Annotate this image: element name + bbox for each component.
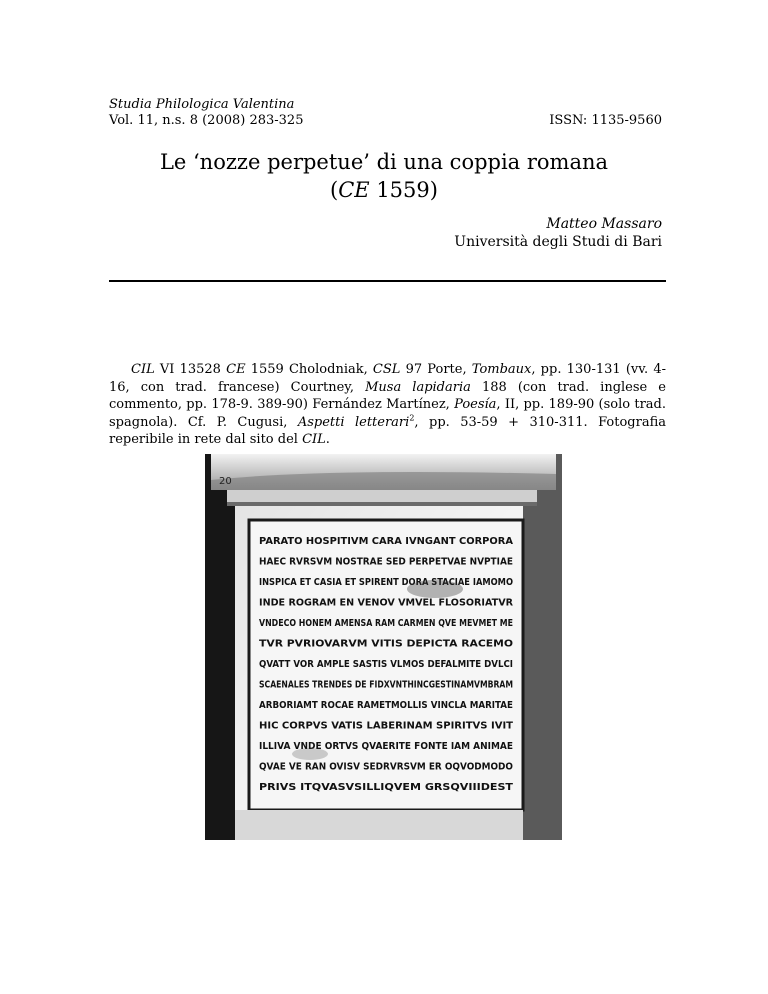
inscription-photo <box>205 454 562 840</box>
ref-cil: CIL <box>302 432 326 447</box>
ref-tombaux: Tombaux <box>471 362 532 377</box>
inscription-line: QVATT VOR AMPLE SASTIS VLMOS DEFALMITE DVLCI <box>259 659 513 670</box>
title-line-1: Le ‘nozze perpetue’ di una coppia romana <box>159 150 609 174</box>
ref-text: 97 Porte, <box>400 362 472 377</box>
corner-mark: 20 <box>219 476 232 487</box>
references-paragraph <box>109 361 666 449</box>
ref-text: VI 13528 <box>154 362 227 377</box>
issn: ISSN: 1135-9560 <box>549 113 662 128</box>
inscription-line: SCAENALES TRENDES DE FIDXVNTHINCGESTINAMVMBRAM <box>259 679 514 691</box>
inscription-line: ARBORIAMT ROCAE RAMETMOLLIS VINCLA MARITAE <box>259 700 514 711</box>
ref-csl: CSL <box>372 362 401 377</box>
author-name: Matteo Massaro <box>546 216 662 232</box>
ref-musa-lapidaria: Musa lapidaria <box>365 379 471 395</box>
volume-info: Vol. 11, n.s. 8 (2008) 283-325 <box>109 113 304 128</box>
title-paren-open: ( <box>330 178 339 202</box>
inscription-line: HIC CORPVS VATIS LABERINAM SPIRITVS IVIT <box>259 720 514 732</box>
ref-poesia: Poesía <box>454 397 497 412</box>
stain <box>292 748 328 760</box>
stain <box>407 580 463 598</box>
journal-name: Studia Philologica Valentina <box>109 97 295 112</box>
ref-text: , pp. 130-131 (vv. 4-16, con trad. francese) Courtney, <box>109 362 666 395</box>
inscription-line: PARATO HOSPITIVM CARA IVNGANT CORPORA <box>259 536 514 547</box>
ref-ce: CE <box>226 362 246 377</box>
title-rule <box>109 280 666 282</box>
ref-text: , II, pp. 189-90 (solo trad. spagnola). Cf. P. Cugusi, <box>109 397 666 430</box>
ref-text: . <box>325 432 330 447</box>
inscription-line: ILLIVA VNDE ORTVS QVAERITE FONTE IAM ANIMAE <box>259 741 514 752</box>
inscription-line: INSPICA ET CASIA ET SPIRENT DORA STACIAE IAMOMO <box>259 577 513 588</box>
inscription-line: TVR PVRIOVARVM VITIS DEPICTA RACEMO <box>259 638 513 650</box>
article-title <box>0 148 768 204</box>
author-affiliation: Università degli Studi di Bari <box>454 234 662 250</box>
photo-dark-left <box>205 454 235 840</box>
inscription-line: PRIVS ITQVASVSILLIQVEM GRSQVIIIDEST <box>259 782 514 793</box>
inscription-line: INDE ROGRAM EN VENOV VMVEL FLOSORIATVR <box>259 597 514 609</box>
photo-dark-right <box>523 454 562 840</box>
inscription-line: VNDECO HONEM AMENSA RAM CARMEN QVE MEVMET ME <box>259 618 514 629</box>
ref-text: 1559 Cholodniak, <box>245 362 373 377</box>
ref-superscript: 2 <box>409 413 415 423</box>
inscription-line: QVAE VE RAN OVISV SEDRVRSVM ER OQVODMODO <box>259 761 513 773</box>
inscription-line: HAEC RVRSVM NOSTRAE SED PERPETVAE NVPTIAE <box>259 556 514 568</box>
ref-text: , pp. 53-59 + 310-311. Fotografia reperibile in rete dal sito del <box>109 414 666 447</box>
title-line-2 <box>0 176 768 204</box>
ref-aspetti-letterari: Aspetti letterari <box>297 414 410 430</box>
title-number: 1559) <box>369 178 438 202</box>
ref-cil: CIL <box>131 362 155 377</box>
ref-text: 188 (con trad. inglese e commento, pp. 178-9. 389-90) Fernández Martínez, <box>109 379 666 412</box>
cornice-moulding <box>227 490 537 504</box>
title-ce: CE <box>338 178 370 202</box>
